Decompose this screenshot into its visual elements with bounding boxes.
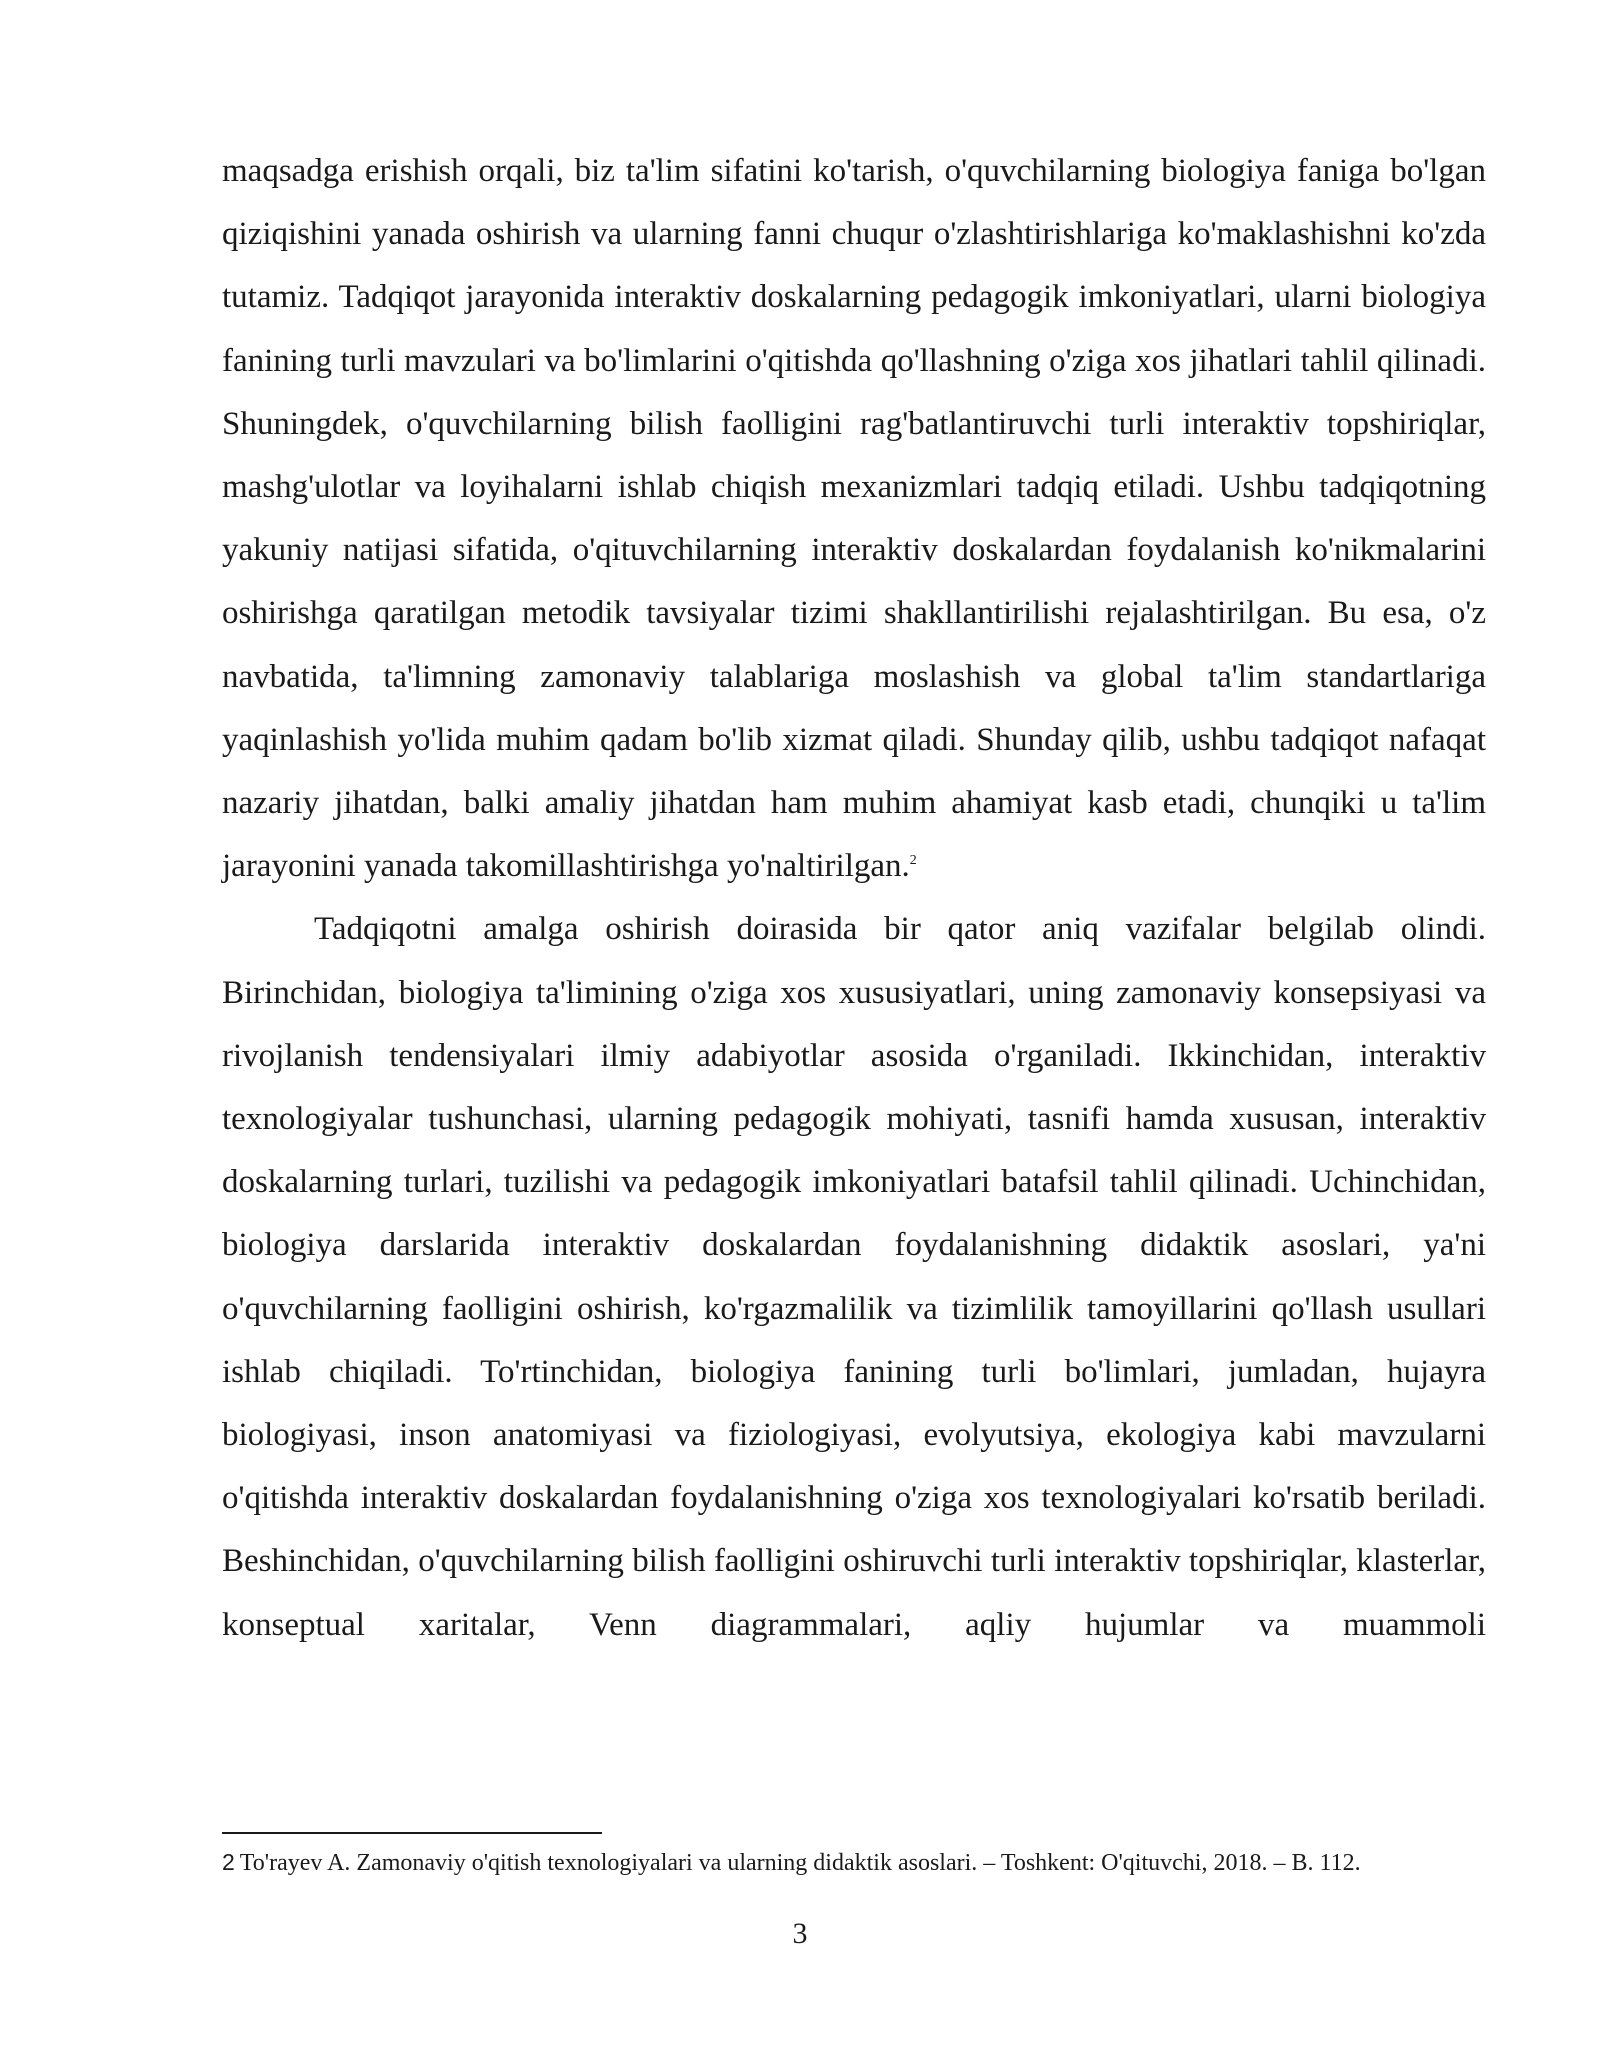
paragraph-tasks <box>222 898 1486 1656</box>
page-number: 3 <box>792 1917 808 1950</box>
paragraph-continued <box>222 140 1486 898</box>
footnote <box>222 1845 1486 1880</box>
paragraph-text: maqsadga erishish orqali, biz ta'lim sifatini ko'tarish, o'quvchilarning biologiya faniga bo'lgan qiziqishini yanada oshirish va ularning fanni chuqur o'zlashtirishlariga ko'maklashishni ko'zda tutamiz. Tadqiqot jarayonida interaktiv doskalarning pedagogik imkoniyatlari, ularni biologiya fanining turli mavzulari va bo'limlarini o'qitishda qo'llashning o'ziga xos jihatlari tahlil qilinadi. Shuningdek, o'quvchilarning bilish faolligini rag'batlantiruvchi turli interaktiv topshiriqlar, mashg'ulotlar va loyihalarni ishlab chiqish mexanizmlari tadqiq etiladi. Ushbu tadqiqotning yakuniy natijasi sifatida, o'qituvchilarning interaktiv doskalardan foydalanish ko'nikmalarini oshirishga qaratilgan metodik tavsiyalar tizimi shakllantirilishi rejalashtirilgan. Bu esa, o'z navbatida, ta'limning zamonaviy talablariga moslashish va global ta'lim standartlariga yaqinlashish yo'lida muhim qadam bo'lib xizmat qiladi. Shunday qilib, ushbu tadqiqot nafaqat nazariy jihatdan, balki amaliy jihatdan ham muhim ahamiyat kasb etadi, chunqiki u ta'lim jarayonini yanada takomillashtirishga yo'naltirilgan. <box>222 153 1486 885</box>
paragraph-text: Tadqiqotni amalga oshirish doirasida bir qator aniq vazifalar belgilab olindi. Birinchidan, biologiya ta'limining o'ziga xos xususiyatlari, uning zamonaviy konsepsiyasi va rivojlanish tendensiyalari ilmiy adabiyotlar asosida o'rganiladi. Ikkinchidan, interaktiv texnologiyalar tushunchasi, ularning pedagogik mohiyati, tasnifi hamda xususan, interaktiv doskalarning turlari, tuzilishi va pedagogik imkoniyatlari batafsil tahlil qilinadi. Uchinchidan, biologiya darslarida interaktiv doskalardan foydalanishning didaktik asoslari, ya'ni o'quvchilarning faolligini oshirish, ko'rgazmalilik va tizimlilik tamoyillarini qo'llash usullari ishlab chiqiladi. To'rtinchidan, biologiya fanining turli bo'limlari, jumladan, hujayra biologiyasi, inson anatomiyasi va fiziologiyasi, evolyutsiya, ekologiya kabi mavzularni o'qitishda interaktiv doskalardan foydalanishning o'ziga xos texnologiyalari ko'rsatib beriladi. Beshinchidan, o'quvchilarning bilish faolligini oshiruvchi turli interaktiv topshiriqlar, klasterlar, konseptual xaritalar, Venn diagrammalari, aqliy hujumlar va muammoli <box>222 911 1486 1643</box>
body-text <box>222 140 1486 1657</box>
footnote-reference[interactable]: 2 <box>909 853 917 869</box>
footnote-separator <box>222 1832 602 1834</box>
footnote-number: 2 <box>222 1849 235 1875</box>
footnote-text: To'rayev A. Zamonaviy o'qitish texnologiyalari va ularning didaktik asoslari. – Toshkent: O'qituvchi, 2018. – B. 112. <box>239 1850 1361 1876</box>
